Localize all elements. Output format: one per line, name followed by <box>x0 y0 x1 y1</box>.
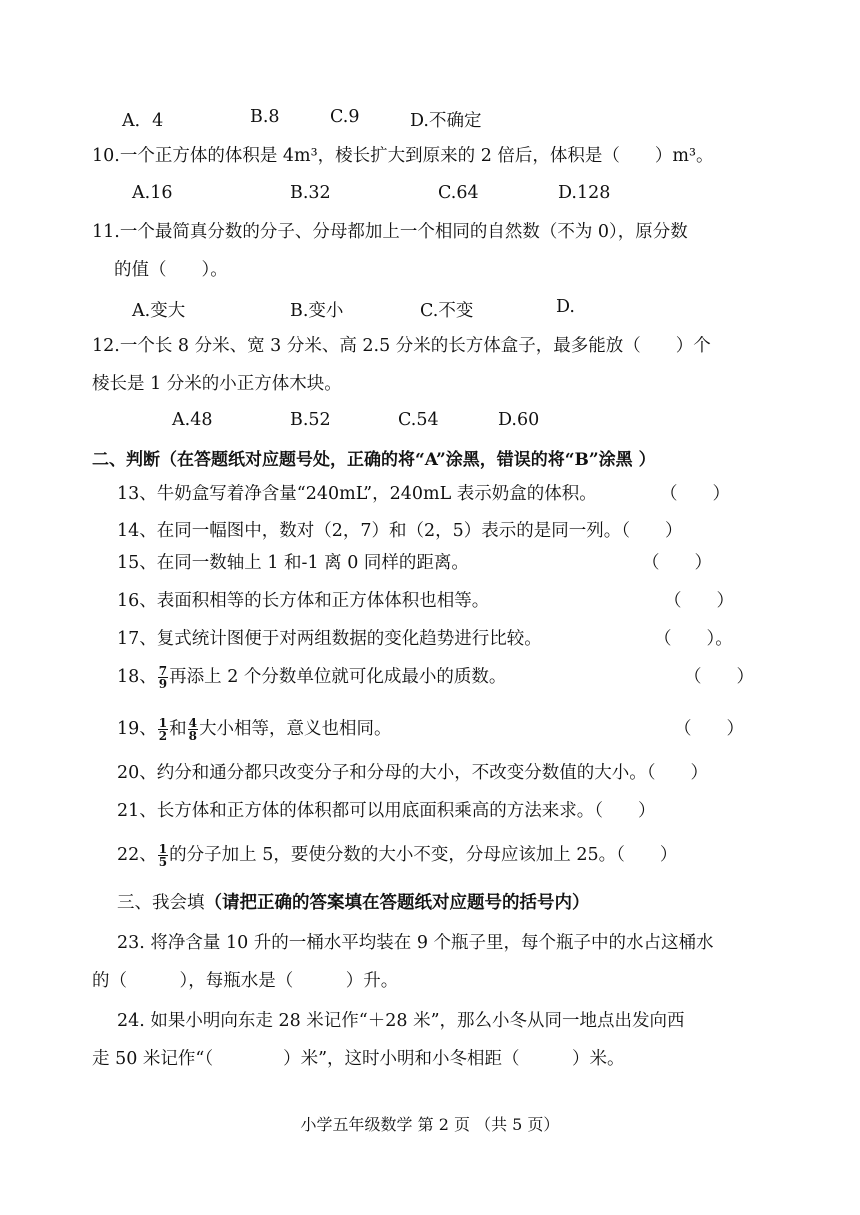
q10-question: 10.一个正方体的体积是 4m³，棱长扩大到原来的 2 倍后，体积是（ ）m³。 <box>92 146 714 166</box>
q19-number: 19、 <box>117 719 157 739</box>
q20-statement: 20、约分和通分都只改变分子和分母的大小，不改变分数值的大小。（ ） <box>117 763 709 783</box>
q9-option-c: C.9 <box>330 107 360 127</box>
q18-text: 再添上 2 个分数单位就可化成最小的质数。 <box>169 667 507 687</box>
q10-option-d: D.128 <box>558 183 611 203</box>
q24-question-line1: 24. 如果小明向东走 28 米记作“＋28 米”，那么小冬从同一地点出发向西 <box>117 1011 685 1031</box>
q10-option-b: B.32 <box>290 183 331 203</box>
q19-fraction-2-denominator: 8 <box>188 729 197 743</box>
q22-number: 22、 <box>117 845 157 865</box>
q19-answer-paren: （ ） <box>674 719 744 739</box>
q12-question-line1: 12.一个长 8 分米、宽 3 分米、高 2.5 分米的长方体盒子，最多能放（ ）个 <box>92 336 711 356</box>
q18-answer-paren: （ ） <box>684 667 754 687</box>
q19-fraction-1-numerator: 1 <box>158 716 168 730</box>
q9-option-b: B.8 <box>250 107 280 127</box>
q12-question-line2: 棱长是 1 分米的小正方体木块。 <box>92 374 342 394</box>
q12-option-b: B.52 <box>290 410 331 430</box>
q18-fraction-numerator: 7 <box>158 664 168 678</box>
q11-question-line1: 11.一个最简真分数的分子、分母都加上一个相同的自然数（不为 0），原分数 <box>92 222 688 242</box>
q11-option-b: B.变小 <box>290 301 344 321</box>
q13-statement: 13、牛奶盒写着净含量“240mL”，240mL 表示奶盒的体积。 <box>117 484 597 504</box>
q12-option-a: A.48 <box>172 410 213 430</box>
q18-fraction-denominator: 9 <box>158 677 168 691</box>
q22-fraction-numerator: 1 <box>158 842 168 856</box>
q15-statement: 15、在同一数轴上 1 和-1 离 0 同样的距离。 <box>117 553 469 573</box>
page-footer: 小学五年级数学 第 2 页 （共 5 页） <box>300 1115 560 1134</box>
q21-statement: 21、长方体和正方体的体积都可以用底面积乘高的方法来求。（ ） <box>117 801 656 821</box>
section-2-heading: 二、判断（在答题纸对应题号处，正确的将“A”涂黑，错误的将“B”涂黑 ） <box>92 450 656 470</box>
q24-question-line2: 走 50 米记作“（ ）米”，这时小明和小冬相距（ ）米。 <box>92 1049 625 1069</box>
q22-text: 的分子加上 5，要使分数的大小不变，分母应该加上 25。（ ） <box>169 845 678 865</box>
q19-fraction-2 <box>188 717 198 742</box>
q13-answer-paren: （ ） <box>660 484 730 504</box>
q10-option-c: C.64 <box>438 183 479 203</box>
q11-option-a: A.变大 <box>132 301 186 321</box>
q22-statement <box>117 842 677 868</box>
q14-statement: 14、在同一幅图中，数对（2，7）和（2，5）表示的是同一列。（ ） <box>117 521 683 541</box>
q19-text: 大小相等，意义也相同。 <box>199 719 392 739</box>
q22-fraction-denominator: 5 <box>158 855 168 869</box>
section-3-heading <box>117 890 590 916</box>
q9-option-d: D.不确定 <box>410 111 482 131</box>
q16-answer-paren: （ ） <box>664 591 734 611</box>
q18-fraction <box>158 665 168 690</box>
q10-option-a: A.16 <box>132 183 173 203</box>
q12-option-d: D.60 <box>498 410 540 430</box>
q19-fraction-1 <box>158 717 168 742</box>
q19-fraction-2-numerator: 4 <box>188 716 197 730</box>
q23-question-line2: 的（ ），每瓶水是（ ）升。 <box>92 971 399 991</box>
q19-fraction-1-denominator: 2 <box>158 729 168 743</box>
section-3-title: 三、我会填 <box>117 893 205 913</box>
q11-option-d: D. <box>556 297 575 317</box>
q11-option-c: C.不变 <box>420 301 474 321</box>
q18-statement <box>117 664 506 690</box>
q19-statement <box>117 716 392 742</box>
q16-statement: 16、表面积相等的长方体和正方体体积也相等。 <box>117 591 490 611</box>
q17-statement: 17、复式统计图便于对两组数据的变化趋势进行比较。 <box>117 629 542 649</box>
section-3-instruction: （请把正确的答案填在答题纸对应题号的括号内） <box>204 893 590 913</box>
q23-question-line1: 23. 将净含量 10 升的一桶水平均装在 9 个瓶子里，每个瓶子中的水占这桶水 <box>117 933 714 953</box>
q17-answer-paren: （ ）。 <box>654 629 733 649</box>
q12-option-c: C.54 <box>398 410 439 430</box>
q22-fraction <box>158 843 168 868</box>
q11-question-line2: 的值（ ）。 <box>114 260 228 280</box>
q19-conjunction: 和 <box>169 719 187 739</box>
q18-number: 18、 <box>117 667 157 687</box>
q9-option-a: A．4 <box>122 111 164 131</box>
q15-answer-paren: （ ） <box>642 553 712 573</box>
